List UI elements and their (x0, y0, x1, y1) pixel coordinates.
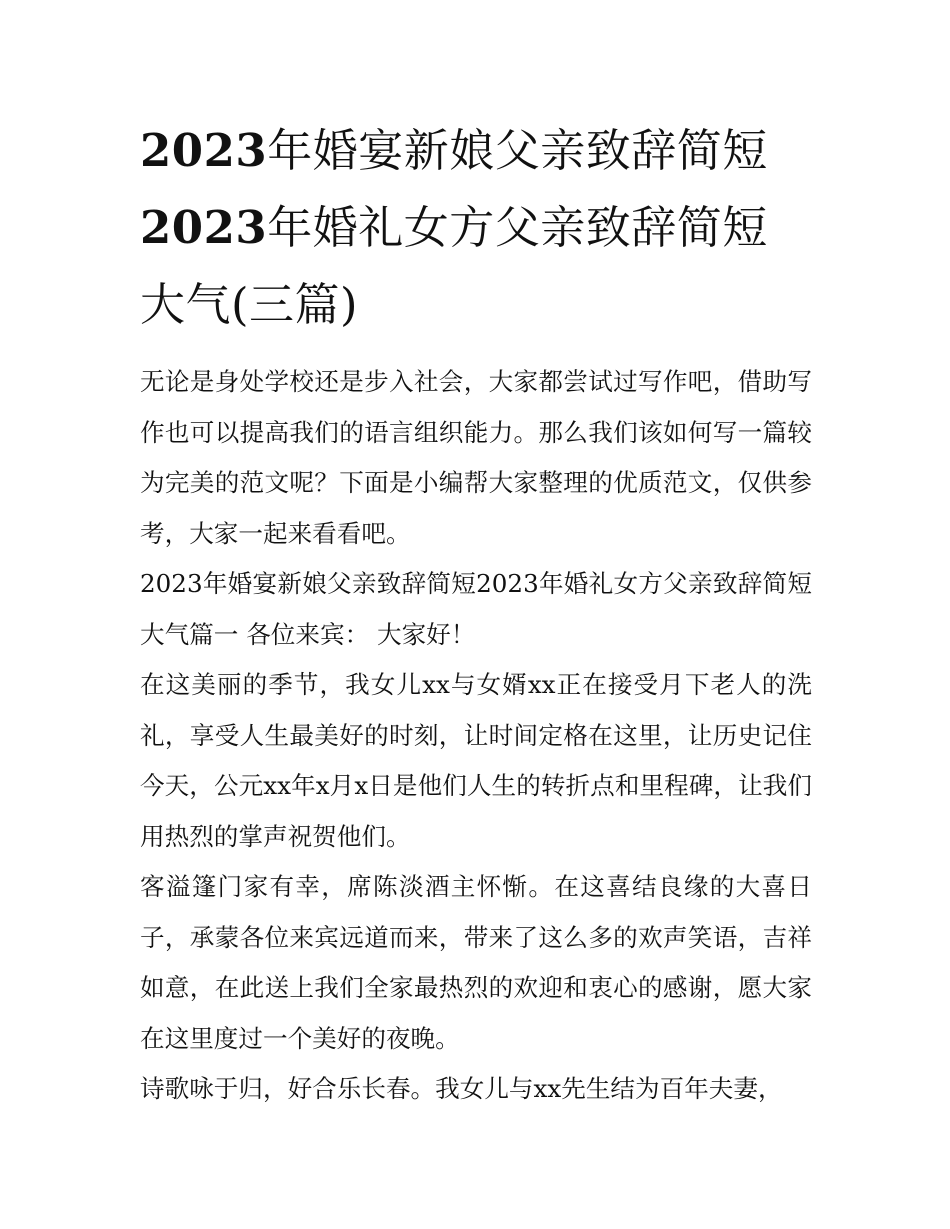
section-heading-paragraph: 2023年婚宴新娘父亲致辞简短2023年婚礼女方父亲致辞简短大气篇一 各位来宾： 大家好！ (140, 569, 812, 649)
title-year: 2023 (140, 201, 268, 254)
title-line-3 (140, 278, 358, 331)
body-paragraph: 诗歌咏于归，好合乐长春。我女儿与xx先生结为百年夫妻， (140, 1074, 783, 1103)
title-year: 2023 (140, 124, 268, 177)
intro-paragraph: 无论是身处学校还是步入社会，大家都尝试过写作吧，借助写作也可以提高我们的语言组织能力。那么我们该如何写一篇较为完美的范文呢？下面是小编帮大家整理的优质范文，仅供参考，大家一起来看看吧。 (140, 367, 812, 548)
title-line-2 (140, 201, 768, 254)
title-text: 大气(三篇) (140, 278, 359, 331)
document-title (140, 112, 812, 343)
body-paragraph: 客溢篷门家有幸，席陈淡酒主怀惭。在这喜结良缘的大喜日子，承蒙各位来宾远道而来，带来了这么多的欢声笑语，吉祥如意，在此送上我们全家最热烈的欢迎和衷心的感谢，愿大家在这里度过一个美好的夜晚。 (140, 872, 812, 1053)
document-content (140, 112, 812, 1115)
title-line-1 (140, 124, 768, 177)
title-text: 年婚宴新娘父亲致辞简短 (267, 124, 768, 177)
body-paragraph: 在这美丽的季节，我女儿xx与女婿xx正在接受月下老人的洗礼，享受人生最美好的时刻，让时间定格在这里，让历史记住今天，公元xx年x月x日是他们人生的转折点和里程碑，让我们用热烈的掌声祝贺他们。 (140, 670, 812, 851)
title-text: 年婚礼女方父亲致辞简短 (267, 201, 768, 254)
